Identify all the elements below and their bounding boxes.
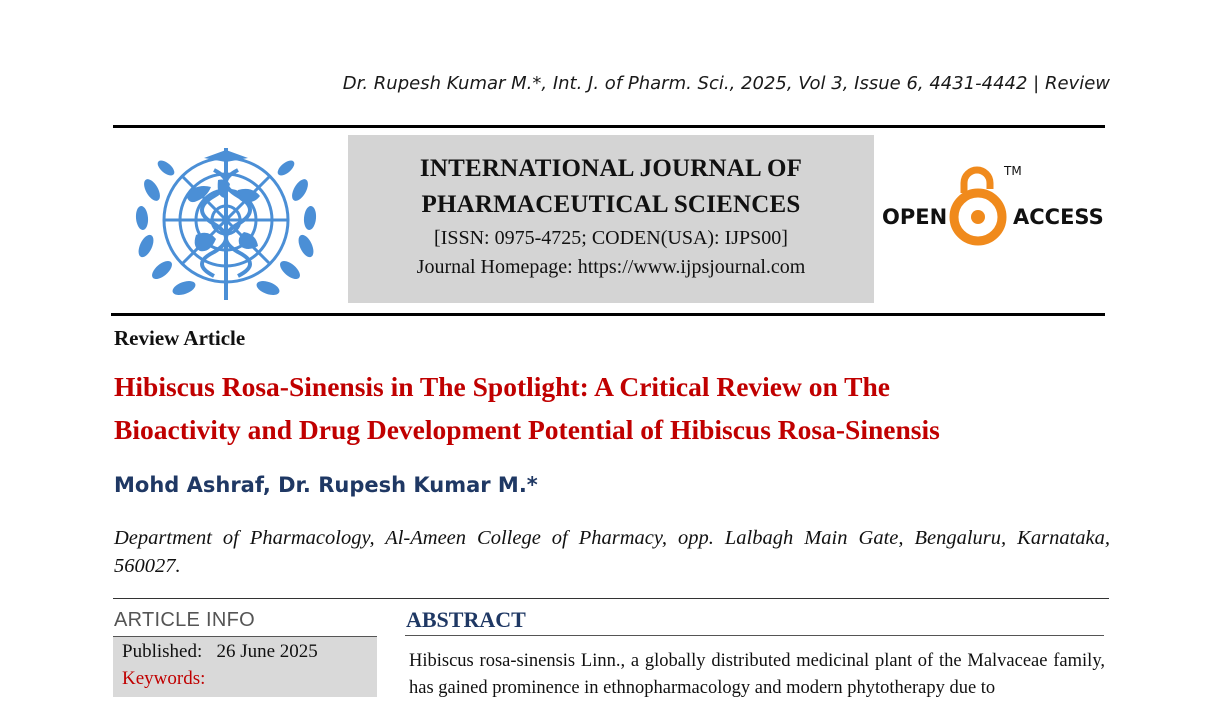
journal-homepage: Journal Homepage: https://www.ijpsjournal.com xyxy=(416,256,806,278)
abstract-heading: ABSTRACT xyxy=(406,607,526,632)
header-rule-top xyxy=(113,125,1105,128)
header-rule-bottom xyxy=(111,313,1105,316)
paper-title-line2: Bioactivity and Drug Development Potential of Hibiscus Rosa-Sinensis xyxy=(114,414,940,445)
open-access-tm: TM xyxy=(1004,165,1022,178)
journal-title-line2: PHARMACEUTICAL SCIENCES xyxy=(421,191,801,218)
abstract-rule xyxy=(405,635,1104,636)
open-access-access-text: ACCESS xyxy=(1013,205,1104,229)
journal-issn: [ISSN: 0975-4725; CODEN(USA): IJPS00] xyxy=(434,227,788,249)
paper-title-line1: Hibiscus Rosa-Sinensis in The Spotlight: A Critical Review on The xyxy=(114,371,890,402)
published-label: Published: xyxy=(122,641,203,662)
un-emblem-icon xyxy=(126,140,326,306)
article-type: Review Article xyxy=(114,326,246,350)
published-date: 26 June 2025 xyxy=(216,641,318,662)
article-info-heading: ARTICLE INFO xyxy=(114,609,256,631)
section-divider xyxy=(113,598,1109,599)
published-line xyxy=(122,641,318,663)
author-affiliation: Department of Pharmacology, Al-Ameen College of Pharmacy, opp. Lalbagh Main Gate, Bengaluru, Karnataka, 560027. xyxy=(114,527,1110,577)
open-access-open-text: OPEN xyxy=(882,205,948,229)
journal-masthead xyxy=(348,135,874,303)
keywords-label: Keywords: xyxy=(122,668,206,689)
paper-title xyxy=(114,365,1104,451)
open-access-lock-icon xyxy=(880,165,1108,255)
running-header: Dr. Rupesh Kumar M.*, Int. J. of Pharm. Sci., 2025, Vol 3, Issue 6, 4431-4442 | Review xyxy=(342,73,1110,94)
journal-title-line1: INTERNATIONAL JOURNAL OF xyxy=(419,155,803,182)
abstract-text: Hibiscus rosa-sinensis Linn., a globally distributed medicinal plant of the Malvaceae family, has gained prominence in ethnopharmacology and modern phytotherapy due to xyxy=(409,651,1105,698)
author-list: Mohd Ashraf, Dr. Rupesh Kumar M.* xyxy=(114,473,538,497)
